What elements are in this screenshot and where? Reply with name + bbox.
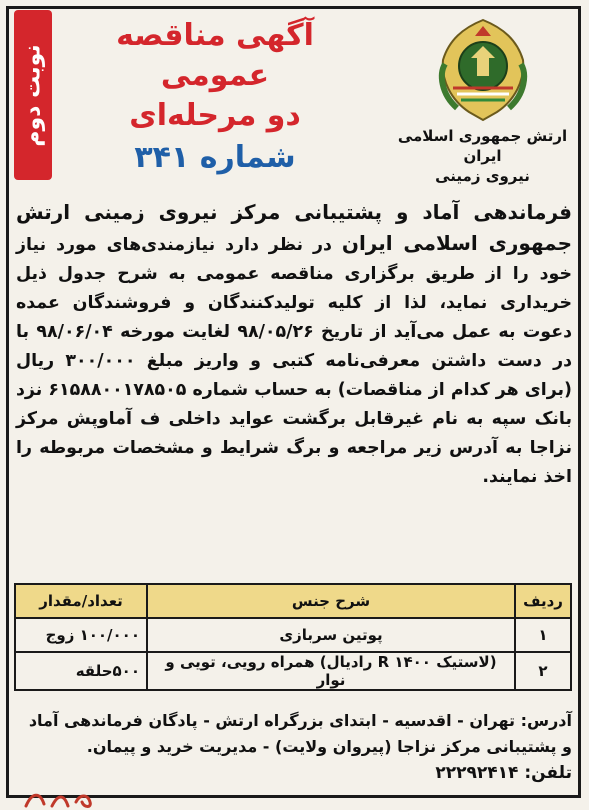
table-header-row [15, 584, 571, 618]
edition-tab [14, 10, 52, 180]
title-line-2: دو مرحله‌ای [129, 98, 301, 133]
ad-body-text: در نظر دارد نیازمندی‌های مورد نیاز خود را از طریق برگزاری مناقصه عمومی به شرح جدول ذیل خریداری نماید، لذا از کلیه تولیدکنندگان و فروشندگان عمده دعوت به عمل می‌آید از تاریخ ۹۸/۰۵/۲۶ لغایت مورخه ۹۸/۰۶/۰۴ با در دست داشتن معرفی‌نامه کتبی و واریز مبلغ ۳۰۰/۰۰۰ ریال (برای هر کدام از مناقصات) به حساب شماره ۶۱۵۸۸۰۰۱۷۸۵۰۵ نزد بانک سپه به نام غیرقابل برگشت عواید داخلی ف آماوپش مرکز نزاجا به آدرس زیر مراجعه و برگ شرایط و مشخصات مربوطه را اخذ نمایند. [16, 235, 573, 487]
item-quantity: ۱۰۰/۰۰۰ زوج [15, 618, 147, 652]
ad-footer [16, 708, 572, 786]
ad-title [60, 16, 370, 180]
ad-body [16, 198, 572, 492]
organization-header [390, 14, 575, 189]
handwritten-mark [18, 786, 158, 810]
header-description: شرح جنس [147, 584, 515, 618]
edition-tab-label: نوبت دوم [20, 43, 46, 147]
ad-lead: فرماندهی آماد و پشتیبانی مرکز نیروی زمینی ارتش جمهوری اسلامی ایران [16, 200, 572, 255]
table-row [15, 652, 571, 690]
tender-number: شماره ۳۴۱ [134, 140, 296, 175]
header-quantity: تعداد/مقدار [15, 584, 147, 618]
item-description: (لاستیک R ۱۴۰۰ رادیال) همراه رویی، تویی و نوار [147, 652, 515, 690]
row-number: ۲ [515, 652, 571, 690]
header-row-number: ردیف [515, 584, 571, 618]
title-line-1: آگهی مناقصه عمومی [116, 18, 314, 93]
army-emblem-icon [423, 14, 543, 126]
address: آدرس: تهران - اقدسیه - ابتدای بزرگراه ارتش - پادگان فرماندهی آماد و پشتیبانی مرکز نزاجا (پیروان ولایت) - مدیریت خرید و پیمان. [28, 711, 572, 756]
item-description: پوتین سربازی [147, 618, 515, 652]
table-row [15, 618, 571, 652]
org-branch: نیروی زمینی [435, 167, 530, 185]
row-number: ۱ [515, 618, 571, 652]
item-quantity: ۵۰۰حلقه [15, 652, 147, 690]
org-name: ارتش جمهوری اسلامی ایران [397, 127, 568, 165]
items-table [14, 583, 572, 691]
phone-number: تلفن: ۲۲۲۹۲۴۱۴ [435, 763, 572, 783]
